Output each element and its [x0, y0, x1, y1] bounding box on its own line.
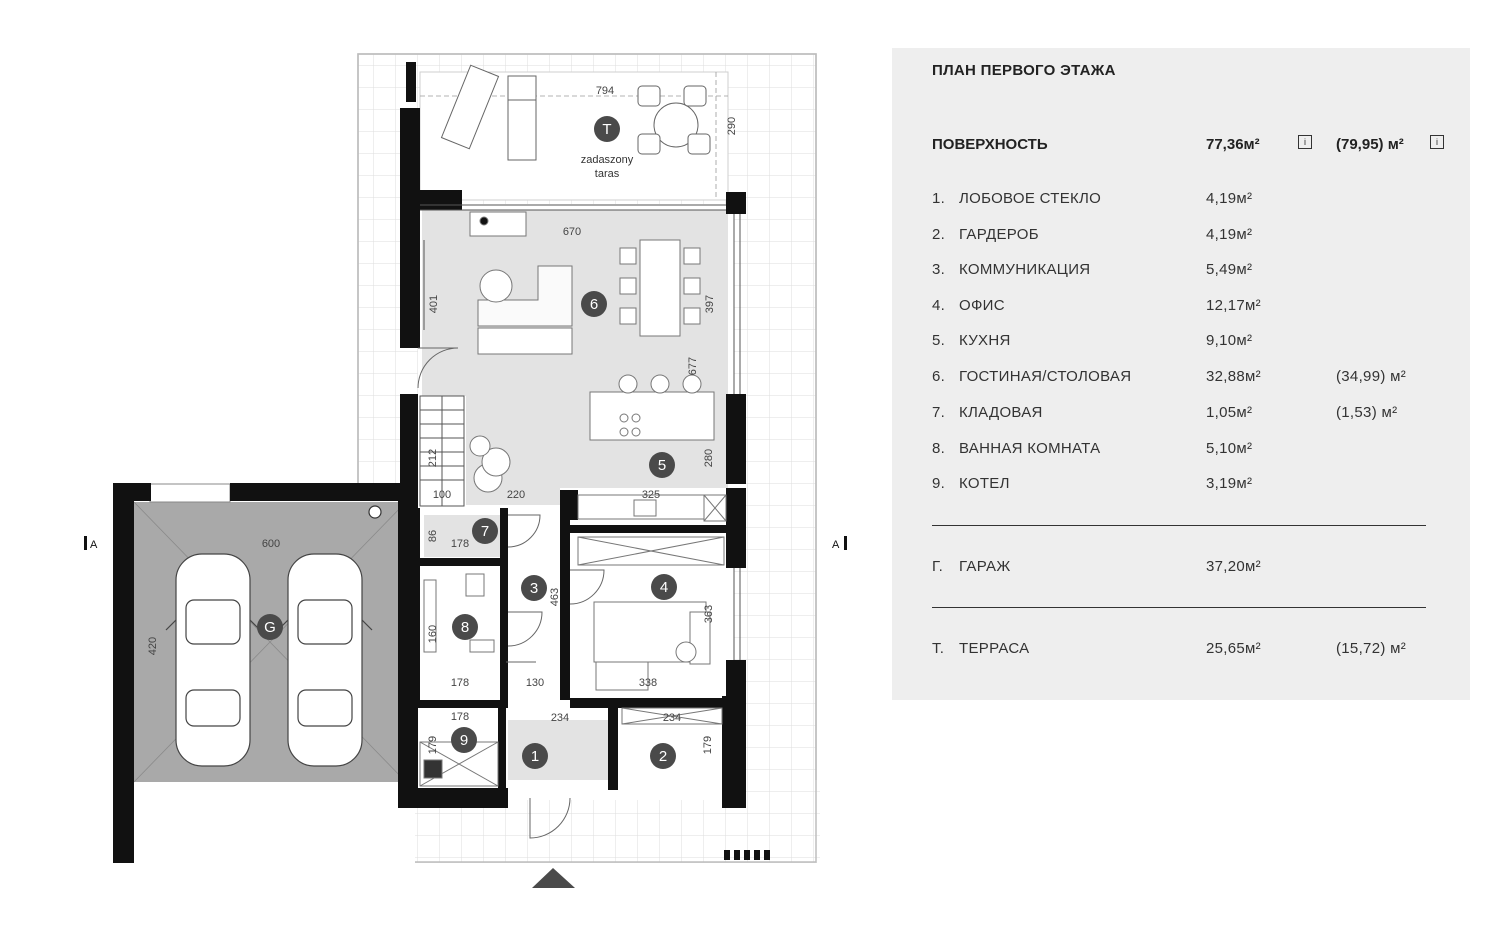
dimension-label: 363 [703, 604, 715, 624]
room-area-alt: (1,53) м² [1336, 404, 1398, 421]
surface-value-alt: (79,95) м² [1336, 136, 1404, 153]
room-area-alt: (34,99) м² [1336, 368, 1407, 385]
panel-title: ПЛАН ПЕРВОГО ЭТАЖА [932, 62, 1116, 79]
svg-text:G: G [264, 619, 276, 636]
svg-text:3: 3 [529, 580, 539, 597]
area-panel [892, 48, 1470, 700]
room-area: 4,19м² [1206, 190, 1253, 207]
dimension-label: 160 [427, 624, 439, 644]
dimension-label: 179 [702, 735, 714, 755]
dimension-label: 100 [432, 489, 452, 501]
dimension-label: 290 [726, 116, 738, 136]
garage-name: ГАРАЖ [959, 558, 1011, 575]
room-num: 9. [932, 475, 946, 492]
dimension-label: 179 [427, 735, 439, 755]
surface-value: 77,36м² [1206, 136, 1260, 153]
terrace-num: Т. [932, 640, 945, 657]
dimension-label: 420 [147, 636, 159, 656]
room-name: ВАННАЯ КОМНАТА [959, 440, 1101, 457]
surface-label: ПОВЕРХНОСТЬ [932, 136, 1048, 153]
svg-text:T: T [602, 121, 612, 138]
room-marker-9 [451, 727, 477, 753]
room-area: 4,19м² [1206, 226, 1253, 243]
dimension-label: 86 [427, 529, 439, 543]
room-area: 12,17м² [1206, 297, 1261, 314]
dimension-label: 220 [506, 489, 526, 501]
room-name: КУХНЯ [959, 332, 1011, 349]
terrace-area: 25,65м² [1206, 640, 1261, 657]
section-label-right: A [832, 539, 840, 551]
car-left-icon [166, 554, 260, 766]
dimension-label: 670 [562, 226, 582, 238]
dimension-label: 794 [595, 85, 615, 97]
room-num: 2. [932, 226, 946, 243]
room-num: 1. [932, 190, 946, 207]
room-marker-T [594, 116, 620, 142]
room-num: 8. [932, 440, 946, 457]
dimension-label: 325 [641, 489, 661, 501]
dimension-label: 338 [638, 677, 658, 689]
dimension-label: 401 [428, 294, 440, 314]
dimension-label: 178 [450, 711, 470, 723]
room-marker-3 [521, 575, 547, 601]
room-area: 9,10м² [1206, 332, 1253, 349]
room-name: КЛАДОВАЯ [959, 404, 1043, 421]
room-num: 3. [932, 261, 946, 278]
room-marker-4 [651, 574, 677, 600]
room-marker-2 [650, 743, 676, 769]
terrace-area [420, 65, 728, 200]
room-marker-7 [472, 518, 498, 544]
info-icon[interactable]: i [1298, 135, 1312, 149]
room-num: 7. [932, 404, 946, 421]
garage-num: Г. [932, 558, 944, 575]
room-name: ГАРДЕРОБ [959, 226, 1039, 243]
room-area: 1,05м² [1206, 404, 1253, 421]
section-label-left: A [90, 539, 98, 551]
room-num: 5. [932, 332, 946, 349]
dimension-label: 178 [450, 677, 470, 689]
room-name: КОММУНИКАЦИЯ [959, 261, 1091, 278]
dimension-label: 178 [450, 538, 470, 550]
dimension-label: 234 [550, 712, 570, 724]
dimension-label: 677 [687, 356, 699, 376]
room-marker-1 [522, 743, 548, 769]
terrace-caption-line1: zadaszony [580, 154, 634, 166]
dimension-label: 280 [703, 448, 715, 468]
room-name: КОТЕЛ [959, 475, 1010, 492]
divider [932, 607, 1426, 608]
room-num: 6. [932, 368, 946, 385]
dimension-label: 600 [261, 538, 281, 550]
svg-text:2: 2 [658, 748, 668, 765]
section-marker-right [832, 536, 847, 551]
terrace-caption-line2: taras [594, 168, 620, 180]
room-marker-G [257, 614, 283, 640]
dimension-label: 234 [662, 712, 682, 724]
terrace-area-alt: (15,72) м² [1336, 640, 1407, 657]
svg-text:4: 4 [659, 579, 669, 596]
svg-text:7: 7 [480, 523, 490, 540]
dimension-label: 130 [525, 677, 545, 689]
car-right-icon [278, 554, 372, 766]
entrance-arrow-icon [532, 868, 575, 888]
room-area: 32,88м² [1206, 368, 1261, 385]
svg-text:6: 6 [589, 296, 599, 313]
dimension-label: 212 [427, 448, 439, 468]
room-area: 5,49м² [1206, 261, 1253, 278]
room-num: 4. [932, 297, 946, 314]
svg-text:9: 9 [459, 732, 469, 749]
room-marker-8 [452, 614, 478, 640]
room-name: ОФИС [959, 297, 1005, 314]
room-marker-6 [581, 291, 607, 317]
dimension-label: 463 [549, 587, 561, 607]
info-icon[interactable]: i [1430, 135, 1444, 149]
room-name: ЛОБОВОЕ СТЕКЛО [959, 190, 1102, 207]
room-name: ГОСТИНАЯ/СТОЛОВАЯ [959, 368, 1132, 385]
room-marker-5 [649, 452, 675, 478]
room-area: 5,10м² [1206, 440, 1253, 457]
room-area: 3,19м² [1206, 475, 1253, 492]
svg-text:5: 5 [657, 457, 667, 474]
section-marker-left [84, 536, 98, 551]
svg-text:1: 1 [530, 748, 540, 765]
terrace-name: ТЕРРАСА [959, 640, 1030, 657]
divider [932, 525, 1426, 526]
dimension-label: 397 [704, 294, 716, 314]
svg-text:8: 8 [460, 619, 470, 636]
garage-area: 37,20м² [1206, 558, 1261, 575]
